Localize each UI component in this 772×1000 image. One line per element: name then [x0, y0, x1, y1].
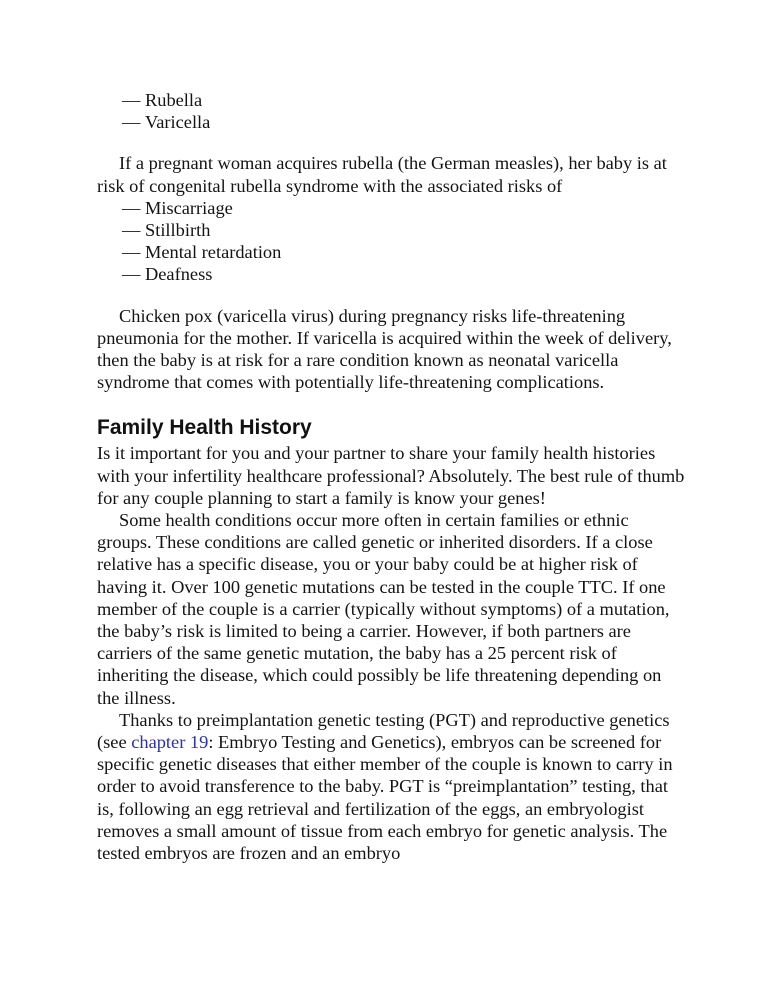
- em-dash: —: [122, 220, 141, 241]
- paragraph-rubella: If a pregnant woman acquires rubella (the German measles), her baby is at risk of congenital rubella syndrome with the associated risks of: [97, 153, 667, 196]
- em-dash: —: [122, 242, 141, 263]
- paragraph-genetic-disorders: Some health conditions occur more often in certain families or ethnic groups. These conditions are called genetic or inherited disorders. If a close relative has a specific disease, you or your baby could be at higher risk of having it. Over 100 genetic mutations can be tested in the couple TTC. If one member of the couple is a carrier (typically without symptoms) of a mutation, the baby’s risk is limited to being a carrier. However, if both partners are carriers of the same genetic mutation, the baby has a 25 percent risk of inheriting the disease, which could possibly be life threatening depending on the illness.: [97, 510, 670, 708]
- list-item: [97, 263, 687, 285]
- list-item: [97, 241, 687, 263]
- pgt-text-before: Thanks to preimplantation genetic testing (PGT) and reproductive genetics (see: [97, 709, 670, 753]
- list-item-text: Varicella: [144, 112, 211, 133]
- section-heading: Family Health History: [97, 416, 312, 440]
- em-dash: —: [122, 264, 141, 285]
- em-dash: —: [122, 197, 141, 218]
- list-item-text: Rubella: [144, 90, 203, 110]
- list-item-text: Miscarriage: [144, 197, 233, 218]
- chapter-19-link[interactable]: chapter 19: [131, 732, 209, 753]
- list-item-text: Deafness: [144, 264, 213, 285]
- document-page: [97, 89, 687, 864]
- rubella-risks-list: [97, 197, 687, 286]
- infection-list: [97, 89, 687, 133]
- list-item-text: Mental retardation: [144, 242, 282, 263]
- list-item: [97, 197, 687, 219]
- list-item-text: Stillbirth: [144, 220, 211, 241]
- em-dash: —: [122, 90, 141, 110]
- paragraph-chickenpox: Chicken pox (varicella virus) during pregnancy risks life-threatening pneumonia for the mother. If varicella is acquired within the week of delivery, then the baby is at risk for a rare condition known as neonatal varicella syndrome that comes with potentially life-threatening complications.: [97, 305, 672, 393]
- em-dash: —: [122, 112, 141, 133]
- paragraph-pgt: [97, 709, 687, 864]
- list-item: [97, 219, 687, 241]
- list-item: [97, 111, 687, 133]
- list-item: [97, 89, 687, 111]
- pgt-text-after: : Embryo Testing and Genetics), embryos can be screened for specific genetic diseases that either member of the couple is known to carry in order to avoid transference to the baby. PGT is “preimplantation” testing, that is, following an egg retrieval and fertilization of the eggs, an embryologist removes a small amount of tissue from each embryo for genetic analysis. The tested embryos are frozen and an embryo: [97, 732, 673, 864]
- paragraph-history-intro: Is it important for you and your partner to share your family health histories with your infertility healthcare professional? Absolutely. The best rule of thumb for any couple planning to start a family is know your genes!: [97, 443, 685, 508]
